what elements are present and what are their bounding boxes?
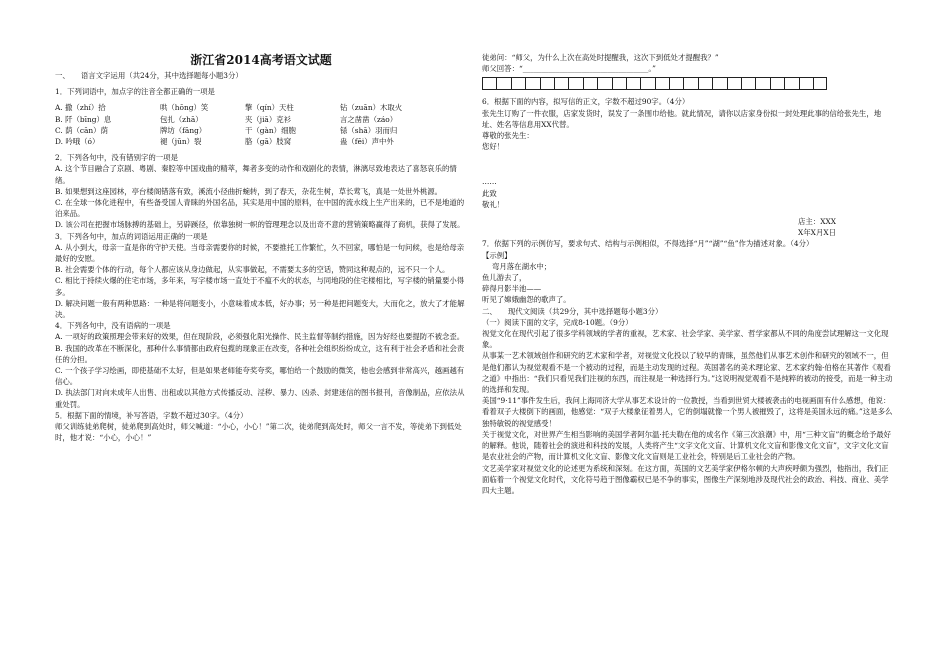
q1-option-cell: 褪（jūn）裂 bbox=[160, 137, 202, 147]
q5-answer-blank[interactable]: __________________________________ bbox=[522, 64, 649, 74]
q1-option-row bbox=[55, 136, 467, 147]
q2-option-d: D. 该公司在把握市场脉搏的基础上，另辟蹊径，依靠独树一帜的管理理念以及出奇不意的营销策略赢得了商机，获得了发展。 bbox=[55, 220, 465, 230]
q7-poem-line: 鱼儿游去了， bbox=[482, 273, 527, 283]
answer-grid-cell[interactable] bbox=[496, 77, 510, 90]
q3-option-c: C. 相比于持续火爆的住宅市场，多年来，写字楼市场一直处于不瘟不火的状态，与同地段的住宅楼相比，写字楼的销量要小得多。 bbox=[55, 276, 465, 297]
q1-option-cell: 铩（shā）羽而归 bbox=[340, 125, 398, 135]
q7-stem: 7．依据下列的示例仿写，要求句式、结构与示例相似，不得选择“月”“湖”“鱼”作为描述对象。（4分） bbox=[482, 239, 814, 249]
q4-option-a: A. 一项好的政策照理会带来好的效果，但在现阶段，必须强化阳光操作、民主监督等制约措施，因为好经也要提防不被念歪。 bbox=[55, 332, 465, 342]
q1-option-cell: B. 阡（bīng）息 bbox=[55, 114, 112, 124]
answer-grid-cell[interactable] bbox=[626, 77, 640, 90]
q5-answer-label: 师父回答：“ bbox=[482, 64, 523, 74]
q1-option-cell: 钻（zuān）木取火 bbox=[340, 103, 403, 113]
q1-stem: 1．下列词语中，加点字的注音全都正确的一项是 bbox=[55, 87, 215, 97]
q1-option-cell: 胳（gā）肢窝 bbox=[245, 137, 292, 147]
q2-option-c: C. 在全球一体化进程中，有些备受国人青睐的外国名品，其实是用中国的原料，在中国的流水线上生产出来的，已不是地道的泊来品。 bbox=[55, 198, 465, 219]
q6-hello: 您好！ bbox=[482, 142, 505, 152]
left-column bbox=[55, 0, 467, 444]
q4-option-b: B. 我国的改革在不断深化，那种什么事情都由政府包揽的现象正在改变，各种社会组织纷纷成立，这有利于社会矛盾和社会责任的分担。 bbox=[55, 343, 465, 364]
answer-grid-cell[interactable] bbox=[799, 77, 813, 90]
q5-ask: 徒弟问：“师父，为什么上次在高处时提醒我，这次下到低处才提醒我？” bbox=[482, 53, 719, 62]
q1-option-cell: D. 吟哦（ó） bbox=[55, 137, 100, 147]
answer-grid-cell[interactable] bbox=[741, 77, 755, 90]
q6-date: X年X月X日 bbox=[798, 228, 836, 238]
q7-poem-line: 碎得月影半池—— bbox=[482, 284, 542, 294]
q5-stem: 5．根据下面的情境，补写答语，字数不超过30字。（4分） bbox=[55, 410, 248, 420]
answer-grid-cell[interactable] bbox=[554, 77, 568, 90]
q6-ellipsis: …… bbox=[482, 177, 497, 187]
q1-option-cell: 哄（hōng）笑 bbox=[160, 103, 209, 113]
answer-grid-cell[interactable] bbox=[640, 77, 654, 90]
q1-option-cell: 蛊（fēi）声中外 bbox=[340, 137, 394, 147]
answer-grid[interactable] bbox=[482, 77, 894, 90]
q1-option-cell: A. 撒（zhí）拾 bbox=[55, 103, 106, 113]
answer-grid-cell[interactable] bbox=[583, 77, 597, 90]
q6-signer: 店主：XXX bbox=[798, 217, 836, 227]
q4-stem: 4．下列各句中，没有语病的一项是 bbox=[55, 321, 171, 331]
q1-options bbox=[55, 102, 467, 147]
answer-grid-cell[interactable] bbox=[597, 77, 611, 90]
q1-option-cell: 夹（jiā）克衫 bbox=[245, 114, 292, 124]
answer-grid-cell[interactable] bbox=[655, 77, 669, 90]
q5-answer-end: 。” bbox=[648, 64, 656, 74]
answer-grid-cell[interactable] bbox=[698, 77, 712, 90]
q3-stem: 3．下列各句中，加点的词语运用正确的一项是 bbox=[55, 231, 208, 241]
section1-heading: 一、 语言文字运用（共24分，其中选择题每小题3分） bbox=[55, 71, 243, 80]
q1-option-cell: 言之凿凿（záo） bbox=[340, 114, 398, 124]
answer-grid-cell[interactable] bbox=[540, 77, 554, 90]
q6-closing1: 此致 bbox=[482, 188, 497, 198]
q1-option-row bbox=[55, 102, 467, 113]
q6-stem: 6．根据下面的内容，拟写信的正文，字数不超过90字。（4分） bbox=[482, 97, 690, 107]
q3-option-a: A. 从小到大，母亲一直是你的守护天使。当母亲需要你的时候，不要推托工作繁忙，久不回家，哪怕是一句问候，也是给母亲最好的安慰。 bbox=[55, 242, 465, 264]
answer-grid-cell[interactable] bbox=[525, 77, 539, 90]
q4-option-d: D. 执法部门对向未成年人出售、出租或以其他方式传播反动、淫秽、暴力、凶杀、封建迷信的图书报刊，音像制品，应依法从重处罚。 bbox=[55, 388, 465, 409]
answer-grid-cell[interactable] bbox=[784, 77, 798, 90]
q2-option-b: B. 如果想到这座园林，亭台楼阁错落有致，溪流小径曲折蜿转，到了春天，杂花生树，草长莺飞，真是一处世外桃源。 bbox=[55, 186, 443, 196]
answer-grid-cell[interactable] bbox=[770, 77, 784, 90]
page-title: 浙江省2014高考语文试题 bbox=[190, 53, 332, 67]
q1-option-row bbox=[55, 114, 467, 125]
q5-text: 师父训练徒弟爬树，徒弟爬到高处时，师父喊道：“小心，小心！”第二次，徒弟爬到高处时，师父一言不发，等徒弟下到低处时，他才说：“小心，小心！” bbox=[55, 422, 462, 443]
q1-option-cell: 干（gàn）细胞 bbox=[245, 125, 296, 135]
q1-option-row bbox=[55, 125, 467, 136]
section2-heading: 二、 现代文阅读（共29分，其中选择题每小题3分） bbox=[482, 306, 663, 316]
q5-answer-line bbox=[482, 63, 894, 74]
q1-option-cell: 牌坊（fāng） bbox=[160, 125, 207, 135]
q7-example-label: 【示例】 bbox=[482, 250, 512, 260]
answer-grid-cell[interactable] bbox=[482, 77, 496, 90]
right-column bbox=[482, 0, 894, 496]
q7-poem-line: 弯月落在湖水中； bbox=[492, 261, 552, 271]
reading-paragraph: 关于视觉文化，对世界产生相当影响的美国学者阿尔温·托夫勒在他的成名作《第三次浪潮》中，用“三种文盲”的概念给予最好的解释。他说，随着社会的演进和科技的发展，人类将产生“文字文化文盲、计算机文化文盲和影像文化文盲”，文字文化文盲是农业社会的产物，而计算机文化文盲、影像文化文盲则是工业社会，特别是后工业社会的产物。 bbox=[482, 429, 892, 462]
q3-option-d: D. 解决问题一般有两种思路：一种是将问题变小，小意味着成本低，好办事；另一种是把问题变大，大而化之，放大了才能解决。 bbox=[55, 298, 465, 320]
q6-greeting: 尊敬的张先生： bbox=[482, 131, 534, 141]
answer-grid-cell[interactable] bbox=[669, 77, 683, 90]
answer-grid-cell[interactable] bbox=[813, 77, 827, 90]
q7-poem-line: 听见了嫦娥幽怨的歌声了。 bbox=[482, 295, 571, 305]
q2-option-a: A. 这个节目融合了京剧、粤剧、秦腔等中国戏曲的精萃，舞者多变的动作和戏剧化的表情，淋漓尽致地表达了喜怒哀乐的情绪。 bbox=[55, 164, 457, 185]
answer-grid-cell[interactable] bbox=[712, 77, 726, 90]
reading-paragraph: 文艺美学家对视觉文化的论述更为系统和深刻。在这方面，英国的文艺美学家伊格尔顿的大声疾呼颇为强烈，他指出，我们正面临着一个视觉文化时代，文化符号趋于图像霸权已是不争的事实，图像生产深刻地涉及现代社会的政治、科技、商业、美学四大主题。 bbox=[482, 463, 889, 495]
reading-title: （一）阅读下面的文字，完成8-10题。（9分） bbox=[482, 317, 633, 327]
answer-grid-cell[interactable] bbox=[755, 77, 769, 90]
answer-grid-cell[interactable] bbox=[683, 77, 697, 90]
answer-grid-cell[interactable] bbox=[511, 77, 525, 90]
reading-paragraph: 美国“9·11”事件发生后，我问上海同济大学从事艺术设计的一位教授，当看到世贸大楼被袭击的电视画面有什么感想，他说：看着双子大楼倒下的画面，他感觉：“双子大楼象征着男人，它的倒塌就像一个男人被摧毁了，这将是美国永远的痛。”这是多么独特敏锐的视觉感受！ bbox=[482, 396, 893, 428]
answer-grid-cell[interactable] bbox=[568, 77, 582, 90]
reading-paragraph: 从事某一艺术领域创作和研究的艺术家和学者，对视觉文化投以了较早的青睐，虽然他们从事艺术创作和研究的领域不一，但是他们都认为视觉观看不是一个被动的过程，而是主动发现的过程。英国著名的美术理论家、艺术家约翰·伯格在其著作《观看之道》中指出：“我们只看见我们注视的东西，而注视是一种选择行为。”这说明视觉观看不是纯粹的被动的接受，而是一种主动的选择和发现。 bbox=[482, 351, 893, 395]
q1-option-cell: 擎（qín）天柱 bbox=[245, 103, 294, 113]
q2-stem: 2．下列各句中，没有错别字的一项是 bbox=[55, 153, 178, 163]
q1-option-cell: 包扎（zhā） bbox=[160, 114, 203, 124]
answer-grid-cell[interactable] bbox=[727, 77, 741, 90]
q3-option-b: B. 社会需要个体的行动，每个人都应该从身边做起，从实事做起，不需要太多的空话，赞同这种观点的，远不只一个人。 bbox=[55, 265, 450, 275]
q6-closing2: 敬礼！ bbox=[482, 199, 505, 209]
reading-paragraph: 视觉文化在现代引起了很多学科领域的学者的重视，艺术家、社会学家、美学家、哲学家都从不同的角度尝试理解这一文化现象。 bbox=[482, 329, 889, 350]
answer-grid-cell[interactable] bbox=[612, 77, 626, 90]
q6-text: 张先生订购了一件衣服，店家发货时，误发了一条围巾给他。就此情况，请你以店家身份拟一封处理此事的信给张先生，地址、姓名等信息用XX代替。 bbox=[482, 108, 882, 129]
q4-option-c: C. 一个孩子学习绘画，即使基础不太好，但是如果老师能夸奖夸奖，哪怕给一个鼓励的微笑，他也会感到非常高兴，越画越有信心。 bbox=[55, 366, 465, 387]
q1-option-cell: C. 荫（cān）荫 bbox=[55, 125, 108, 135]
